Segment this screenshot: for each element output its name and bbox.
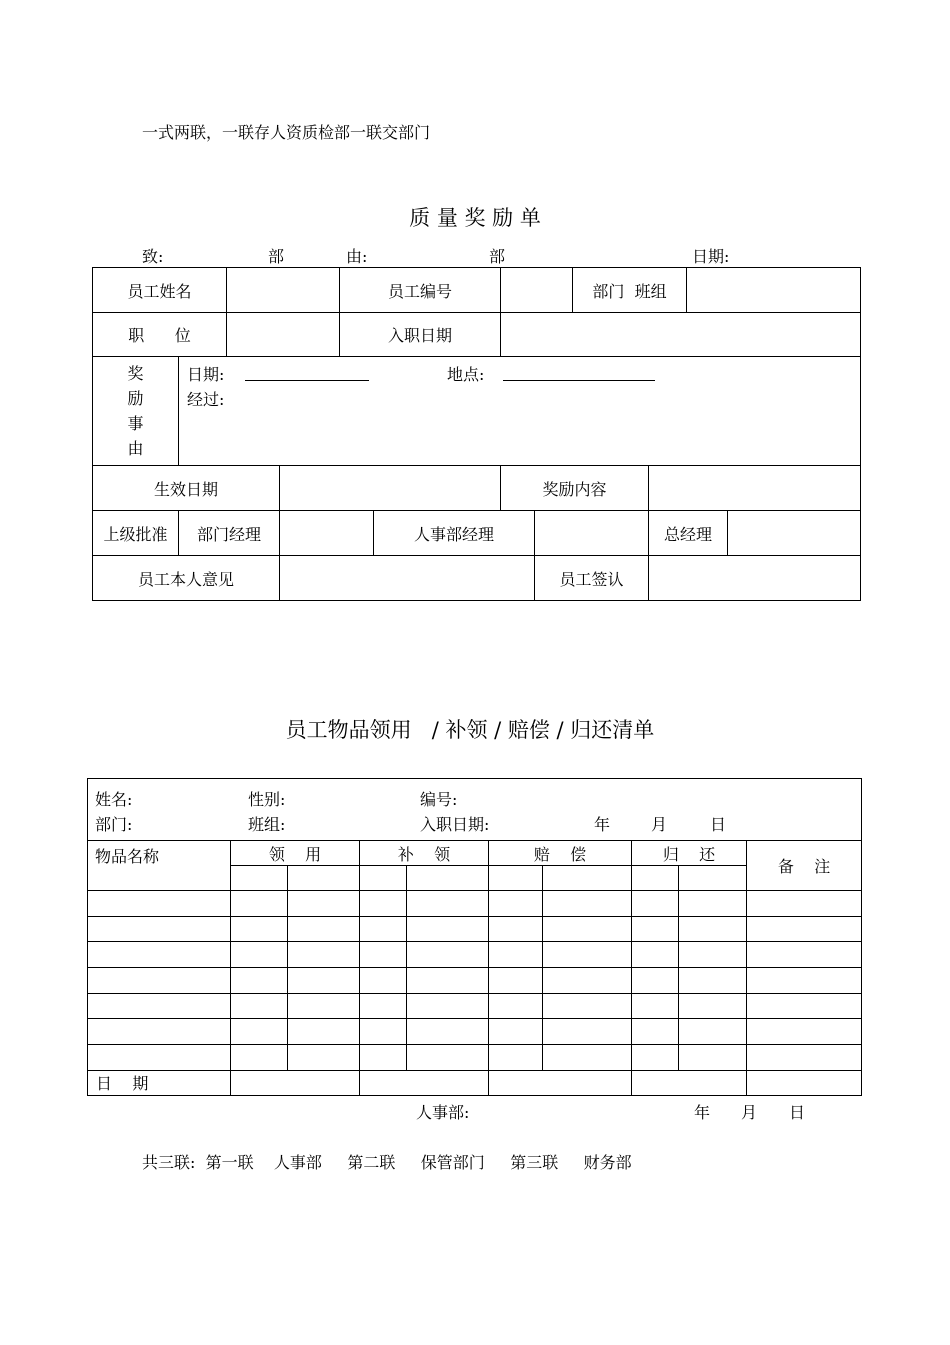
reward-content-label: 奖励内容 <box>501 466 649 511</box>
employee-name-field[interactable] <box>227 268 340 313</box>
reason-date-label: 日期: <box>187 365 225 384</box>
info-name-label: 姓名: <box>95 790 133 809</box>
subheader-cell <box>231 866 288 891</box>
item-cell[interactable] <box>407 942 489 968</box>
item-cell[interactable] <box>231 1045 288 1071</box>
item-cell[interactable] <box>679 1019 747 1045</box>
position-field[interactable] <box>227 313 340 357</box>
item-cell[interactable] <box>407 891 489 917</box>
item-cell[interactable] <box>679 891 747 917</box>
hr-manager-field[interactable] <box>535 511 649 556</box>
bottom-note: 共三联: 第一联 人事部 第二联 保管部门 第三联 财务部 <box>142 1153 632 1172</box>
item-cell[interactable] <box>407 1045 489 1071</box>
reason-place-label: 地点: <box>447 365 485 384</box>
reason-date-underline[interactable] <box>245 366 369 381</box>
item-cell[interactable] <box>288 942 360 968</box>
item-cell[interactable] <box>489 1019 543 1045</box>
item-cell[interactable] <box>632 891 679 917</box>
date-use-field[interactable] <box>231 1070 360 1095</box>
form1-to-label: 致: <box>142 247 164 266</box>
item-row <box>88 968 862 994</box>
item-cell[interactable] <box>679 993 747 1019</box>
item-cell[interactable] <box>360 916 407 942</box>
item-cell[interactable] <box>543 993 632 1019</box>
reason-process-label: 经过: <box>187 390 225 409</box>
info-team-label: 班组: <box>248 815 286 834</box>
top-note: 一式两联，一联存人资质检部一联交部门 <box>142 123 431 142</box>
reward-content-field[interactable] <box>649 466 861 511</box>
item-cell[interactable] <box>407 916 489 942</box>
subheader-cell <box>489 866 543 891</box>
form1-from-label: 由: <box>346 247 368 266</box>
item-cell[interactable] <box>88 993 231 1019</box>
item-cell[interactable] <box>88 916 231 942</box>
subheader-cell <box>679 866 747 891</box>
subheader-cell <box>632 866 679 891</box>
reason-char-4: 由 <box>127 439 144 458</box>
item-cell[interactable] <box>632 916 679 942</box>
item-cell[interactable] <box>88 942 231 968</box>
item-cell[interactable] <box>632 1019 679 1045</box>
item-cell[interactable] <box>360 968 407 994</box>
item-cell[interactable] <box>747 942 862 968</box>
dept-manager-label: 部门经理 <box>179 511 280 556</box>
entry-date-label: 入职日期 <box>340 313 501 357</box>
item-cell[interactable] <box>360 1045 407 1071</box>
item-cell[interactable] <box>679 1045 747 1071</box>
subheader-cell <box>407 866 489 891</box>
item-row <box>88 916 862 942</box>
info-dept-label: 部门: <box>95 815 133 834</box>
item-cell[interactable] <box>360 993 407 1019</box>
item-rows <box>88 891 862 1071</box>
item-cell[interactable] <box>489 942 543 968</box>
item-cell[interactable] <box>543 891 632 917</box>
subheader-cell <box>360 866 407 891</box>
item-row <box>88 942 862 968</box>
col-item-name: 物品名称 <box>88 841 231 891</box>
general-manager-label: 总经理 <box>649 511 728 556</box>
employee-signature-label: 员工签认 <box>535 556 649 601</box>
item-cell[interactable] <box>360 891 407 917</box>
item-cell[interactable] <box>489 993 543 1019</box>
item-cell[interactable] <box>632 1045 679 1071</box>
footer-month-label: 月 <box>741 1103 758 1122</box>
col-remark: 备 注 <box>747 841 862 891</box>
item-cell[interactable] <box>88 1019 231 1045</box>
form1-date-label: 日期: <box>692 247 730 266</box>
effective-date-label: 生效日期 <box>93 466 280 511</box>
item-cell[interactable] <box>679 942 747 968</box>
date-reissue-field[interactable] <box>360 1070 489 1095</box>
dept-manager-field[interactable] <box>280 511 374 556</box>
item-cell[interactable] <box>288 968 360 994</box>
col-use: 领 用 <box>231 841 360 866</box>
item-cell[interactable] <box>543 1019 632 1045</box>
item-cell[interactable] <box>231 993 288 1019</box>
item-cell[interactable] <box>679 968 747 994</box>
item-cell[interactable] <box>543 1045 632 1071</box>
form1-dept2-label: 部 <box>489 247 506 266</box>
item-cell[interactable] <box>489 916 543 942</box>
item-cell[interactable] <box>407 993 489 1019</box>
reward-form-table <box>92 267 861 601</box>
date-row-label: 日 期 <box>88 1070 231 1095</box>
entry-date-field[interactable] <box>501 313 861 357</box>
item-cell[interactable] <box>747 891 862 917</box>
reason-char-1: 奖 <box>127 364 144 383</box>
item-row <box>88 1019 862 1045</box>
item-row <box>88 891 862 917</box>
dept-team-label: 部门 班组 <box>573 268 687 313</box>
position-label: 职 位 <box>93 313 227 357</box>
item-cell[interactable] <box>489 968 543 994</box>
employee-signature-field[interactable] <box>649 556 861 601</box>
dept-team-field[interactable] <box>687 268 861 313</box>
item-cell[interactable] <box>288 993 360 1019</box>
effective-date-field[interactable] <box>280 466 501 511</box>
footer-hr-label: 人事部: <box>416 1103 470 1122</box>
info-number-label: 编号: <box>420 790 458 809</box>
items-checklist-table <box>87 778 862 1096</box>
item-row <box>88 993 862 1019</box>
item-cell[interactable] <box>747 993 862 1019</box>
item-cell[interactable] <box>288 1045 360 1071</box>
item-row <box>88 1045 862 1071</box>
reason-place-underline[interactable] <box>503 366 655 381</box>
date-remark-field[interactable] <box>747 1070 862 1095</box>
form2-title: 员工物品领用 / 补领 / 赔偿 / 归还清单 <box>285 718 655 742</box>
hr-manager-label: 人事部经理 <box>374 511 535 556</box>
item-cell[interactable] <box>231 1019 288 1045</box>
item-cell[interactable] <box>231 968 288 994</box>
employee-name-label: 员工姓名 <box>93 268 227 313</box>
employee-number-label: 员工编号 <box>340 268 501 313</box>
item-cell[interactable] <box>747 1045 862 1071</box>
info-day-label: 日 <box>710 815 727 834</box>
employee-number-field[interactable] <box>501 268 573 313</box>
info-month-label: 月 <box>651 815 668 834</box>
reason-char-3: 事 <box>127 414 144 433</box>
info-year-label: 年 <box>594 815 611 834</box>
footer-year-label: 年 <box>694 1103 711 1122</box>
item-cell[interactable] <box>88 968 231 994</box>
footer-day-label: 日 <box>789 1103 806 1122</box>
reward-reason-content[interactable] <box>179 357 861 466</box>
item-cell[interactable] <box>543 968 632 994</box>
item-cell[interactable] <box>632 968 679 994</box>
item-cell[interactable] <box>747 916 862 942</box>
form1-title: 质 量 奖 励 单 <box>409 206 541 230</box>
item-cell[interactable] <box>543 942 632 968</box>
item-cell[interactable] <box>288 891 360 917</box>
reason-char-2: 励 <box>127 389 144 408</box>
item-cell[interactable] <box>288 916 360 942</box>
col-compensate: 赔 偿 <box>489 841 632 866</box>
reward-reason-label <box>93 357 179 466</box>
date-compensate-field[interactable] <box>489 1070 632 1095</box>
employee-info-block <box>88 779 862 841</box>
info-gender-label: 性别: <box>248 790 286 809</box>
superior-approval-label: 上级批准 <box>93 511 179 556</box>
item-cell[interactable] <box>407 968 489 994</box>
info-entry-date-label: 入职日期: <box>420 815 490 834</box>
item-cell[interactable] <box>288 1019 360 1045</box>
item-cell[interactable] <box>88 1045 231 1071</box>
item-cell[interactable] <box>489 1045 543 1071</box>
employee-opinion-label: 员工本人意见 <box>93 556 280 601</box>
date-return-field[interactable] <box>632 1070 747 1095</box>
item-cell[interactable] <box>543 916 632 942</box>
item-cell[interactable] <box>231 891 288 917</box>
item-cell[interactable] <box>360 1019 407 1045</box>
item-cell[interactable] <box>747 968 862 994</box>
item-cell[interactable] <box>679 916 747 942</box>
col-return: 归 还 <box>632 841 747 866</box>
form1-dept1-label: 部 <box>268 247 285 266</box>
item-cell[interactable] <box>231 942 288 968</box>
general-manager-field[interactable] <box>728 511 861 556</box>
employee-opinion-field[interactable] <box>280 556 535 601</box>
item-cell[interactable] <box>632 993 679 1019</box>
item-cell[interactable] <box>360 942 407 968</box>
subheader-cell <box>288 866 360 891</box>
item-cell[interactable] <box>632 942 679 968</box>
item-cell[interactable] <box>88 891 231 917</box>
item-cell[interactable] <box>747 1019 862 1045</box>
item-cell[interactable] <box>489 891 543 917</box>
subheader-cell <box>543 866 632 891</box>
item-cell[interactable] <box>407 1019 489 1045</box>
col-reissue: 补 领 <box>360 841 489 866</box>
item-cell[interactable] <box>231 916 288 942</box>
